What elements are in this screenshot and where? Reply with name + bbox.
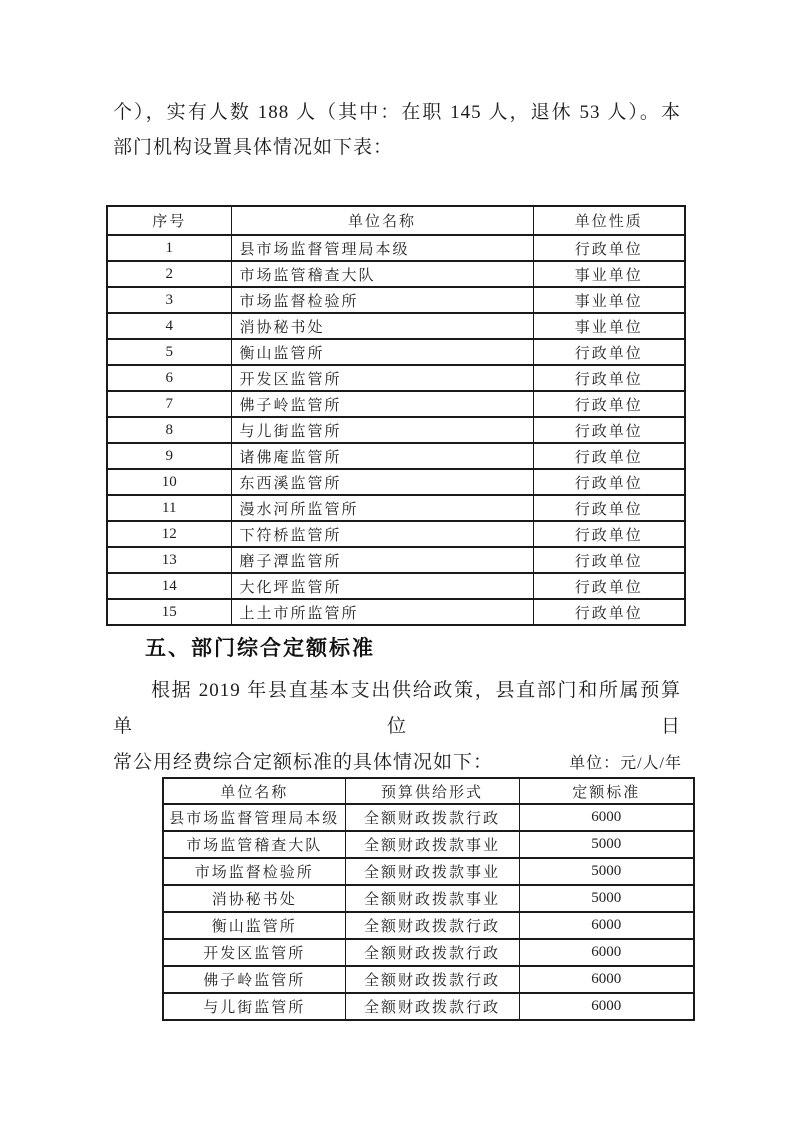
table-cell: 6: [107, 365, 231, 391]
table-cell: 行政单位: [533, 339, 685, 365]
section-line-2: 常公用经费综合定额标准的具体情况如下：: [113, 752, 494, 773]
table-row: [107, 417, 685, 443]
intro-line-2: 部门机构设置具体情况如下表：: [113, 137, 394, 158]
quota-header-unit-name: 单位名称: [163, 778, 345, 804]
table-cell: 6000: [519, 804, 694, 831]
table-cell: 2: [107, 261, 231, 287]
table-cell: 行政单位: [533, 521, 685, 547]
table-cell: 行政单位: [533, 599, 685, 625]
org-structure-table: [106, 205, 686, 626]
table-row: [163, 939, 694, 966]
table-row: [107, 235, 685, 261]
table-row: [163, 858, 694, 885]
table-row: [107, 495, 685, 521]
table-cell: 东西溪监管所: [231, 469, 533, 495]
table-cell: 7: [107, 391, 231, 417]
table-cell: 6000: [519, 939, 694, 966]
table-row: [107, 287, 685, 313]
table-row: [107, 547, 685, 573]
table-cell: 消协秘书处: [163, 885, 345, 912]
table-cell: 县市场监督管理局本级: [163, 804, 345, 831]
table-cell: 漫水河所监管所: [231, 495, 533, 521]
table-cell: 11: [107, 495, 231, 521]
intro-line-1: 个），实有人数 188 人（其中：在职 145 人，退休 53 人）。本: [113, 102, 681, 123]
quota-table-header-row: [163, 778, 694, 804]
table-cell: 市场监督检验所: [163, 858, 345, 885]
table-cell: 全额财政拨款行政: [345, 939, 519, 966]
org-header-index: 序号: [107, 206, 231, 235]
table-cell: 全额财政拨款行政: [345, 993, 519, 1020]
table-cell: 上土市所监管所: [231, 599, 533, 625]
section-line-1: 根据 2019 年县直基本支出供给政策，县直部门和所属预算单位日: [113, 680, 681, 737]
table-cell: 开发区监管所: [231, 365, 533, 391]
table-cell: 13: [107, 547, 231, 573]
table-cell: 佛子岭监管所: [163, 966, 345, 993]
table-row: [107, 599, 685, 625]
quota-standard-table: [162, 777, 695, 1021]
table-cell: 3: [107, 287, 231, 313]
table-row: [107, 391, 685, 417]
table-cell: 磨子潭监管所: [231, 547, 533, 573]
table-row: [163, 804, 694, 831]
table-cell: 大化坪监管所: [231, 573, 533, 599]
table-cell: 行政单位: [533, 391, 685, 417]
table-cell: 开发区监管所: [163, 939, 345, 966]
table-cell: 8: [107, 417, 231, 443]
table-row: [107, 313, 685, 339]
table-row: [107, 261, 685, 287]
table-cell: 15: [107, 599, 231, 625]
intro-paragraph: [113, 95, 681, 165]
table-cell: 5000: [519, 858, 694, 885]
table-cell: 5000: [519, 885, 694, 912]
table-row: [107, 365, 685, 391]
table-cell: 衡山监管所: [163, 912, 345, 939]
table-cell: 6000: [519, 912, 694, 939]
table-cell: 9: [107, 443, 231, 469]
table-cell: 诸佛庵监管所: [231, 443, 533, 469]
table-cell: 县市场监督管理局本级: [231, 235, 533, 261]
table-cell: 全额财政拨款行政: [345, 804, 519, 831]
table-row: [163, 912, 694, 939]
table-cell: 佛子岭监管所: [231, 391, 533, 417]
table-cell: 全额财政拨款行政: [345, 912, 519, 939]
table-cell: 下符桥监管所: [231, 521, 533, 547]
table-cell: 全额财政拨款事业: [345, 858, 519, 885]
table-cell: 6000: [519, 966, 694, 993]
table-cell: 行政单位: [533, 469, 685, 495]
table-cell: 1: [107, 235, 231, 261]
table-cell: 与儿街监管所: [231, 417, 533, 443]
table-row: [107, 521, 685, 547]
table-cell: 行政单位: [533, 417, 685, 443]
table-cell: 4: [107, 313, 231, 339]
table-cell: 市场监督检验所: [231, 287, 533, 313]
org-header-unit-type: 单位性质: [533, 206, 685, 235]
table-cell: 行政单位: [533, 443, 685, 469]
table-cell: 衡山监管所: [231, 339, 533, 365]
table-row: [163, 966, 694, 993]
table-cell: 事业单位: [533, 287, 685, 313]
table-cell: 全额财政拨款事业: [345, 831, 519, 858]
table-row: [107, 339, 685, 365]
table-cell: 全额财政拨款事业: [345, 885, 519, 912]
table-cell: 12: [107, 521, 231, 547]
table-cell: 14: [107, 573, 231, 599]
table-row: [163, 993, 694, 1020]
table-cell: 6000: [519, 993, 694, 1020]
section-heading: 五、部门综合定额标准: [145, 637, 375, 660]
unit-label: 单位：元/人/年: [569, 755, 682, 772]
table-cell: 与儿街监管所: [163, 993, 345, 1020]
table-cell: 行政单位: [533, 365, 685, 391]
table-cell: 行政单位: [533, 573, 685, 599]
org-header-unit-name: 单位名称: [231, 206, 533, 235]
quota-header-budget-form: 预算供给形式: [345, 778, 519, 804]
table-cell: 市场监管稽查大队: [231, 261, 533, 287]
table-row: [163, 885, 694, 912]
table-cell: 10: [107, 469, 231, 495]
table-row: [107, 469, 685, 495]
table-row: [107, 443, 685, 469]
table-cell: 事业单位: [533, 261, 685, 287]
org-table-header-row: [107, 206, 685, 235]
table-cell: 行政单位: [533, 547, 685, 573]
table-cell: 消协秘书处: [231, 313, 533, 339]
table-row: [163, 831, 694, 858]
table-cell: 5: [107, 339, 231, 365]
table-row: [107, 573, 685, 599]
table-cell: 行政单位: [533, 235, 685, 261]
table-cell: 行政单位: [533, 495, 685, 521]
table-cell: 全额财政拨款行政: [345, 966, 519, 993]
table-cell: 事业单位: [533, 313, 685, 339]
table-cell: 5000: [519, 831, 694, 858]
table-cell: 市场监管稽查大队: [163, 831, 345, 858]
quota-header-standard: 定额标准: [519, 778, 694, 804]
